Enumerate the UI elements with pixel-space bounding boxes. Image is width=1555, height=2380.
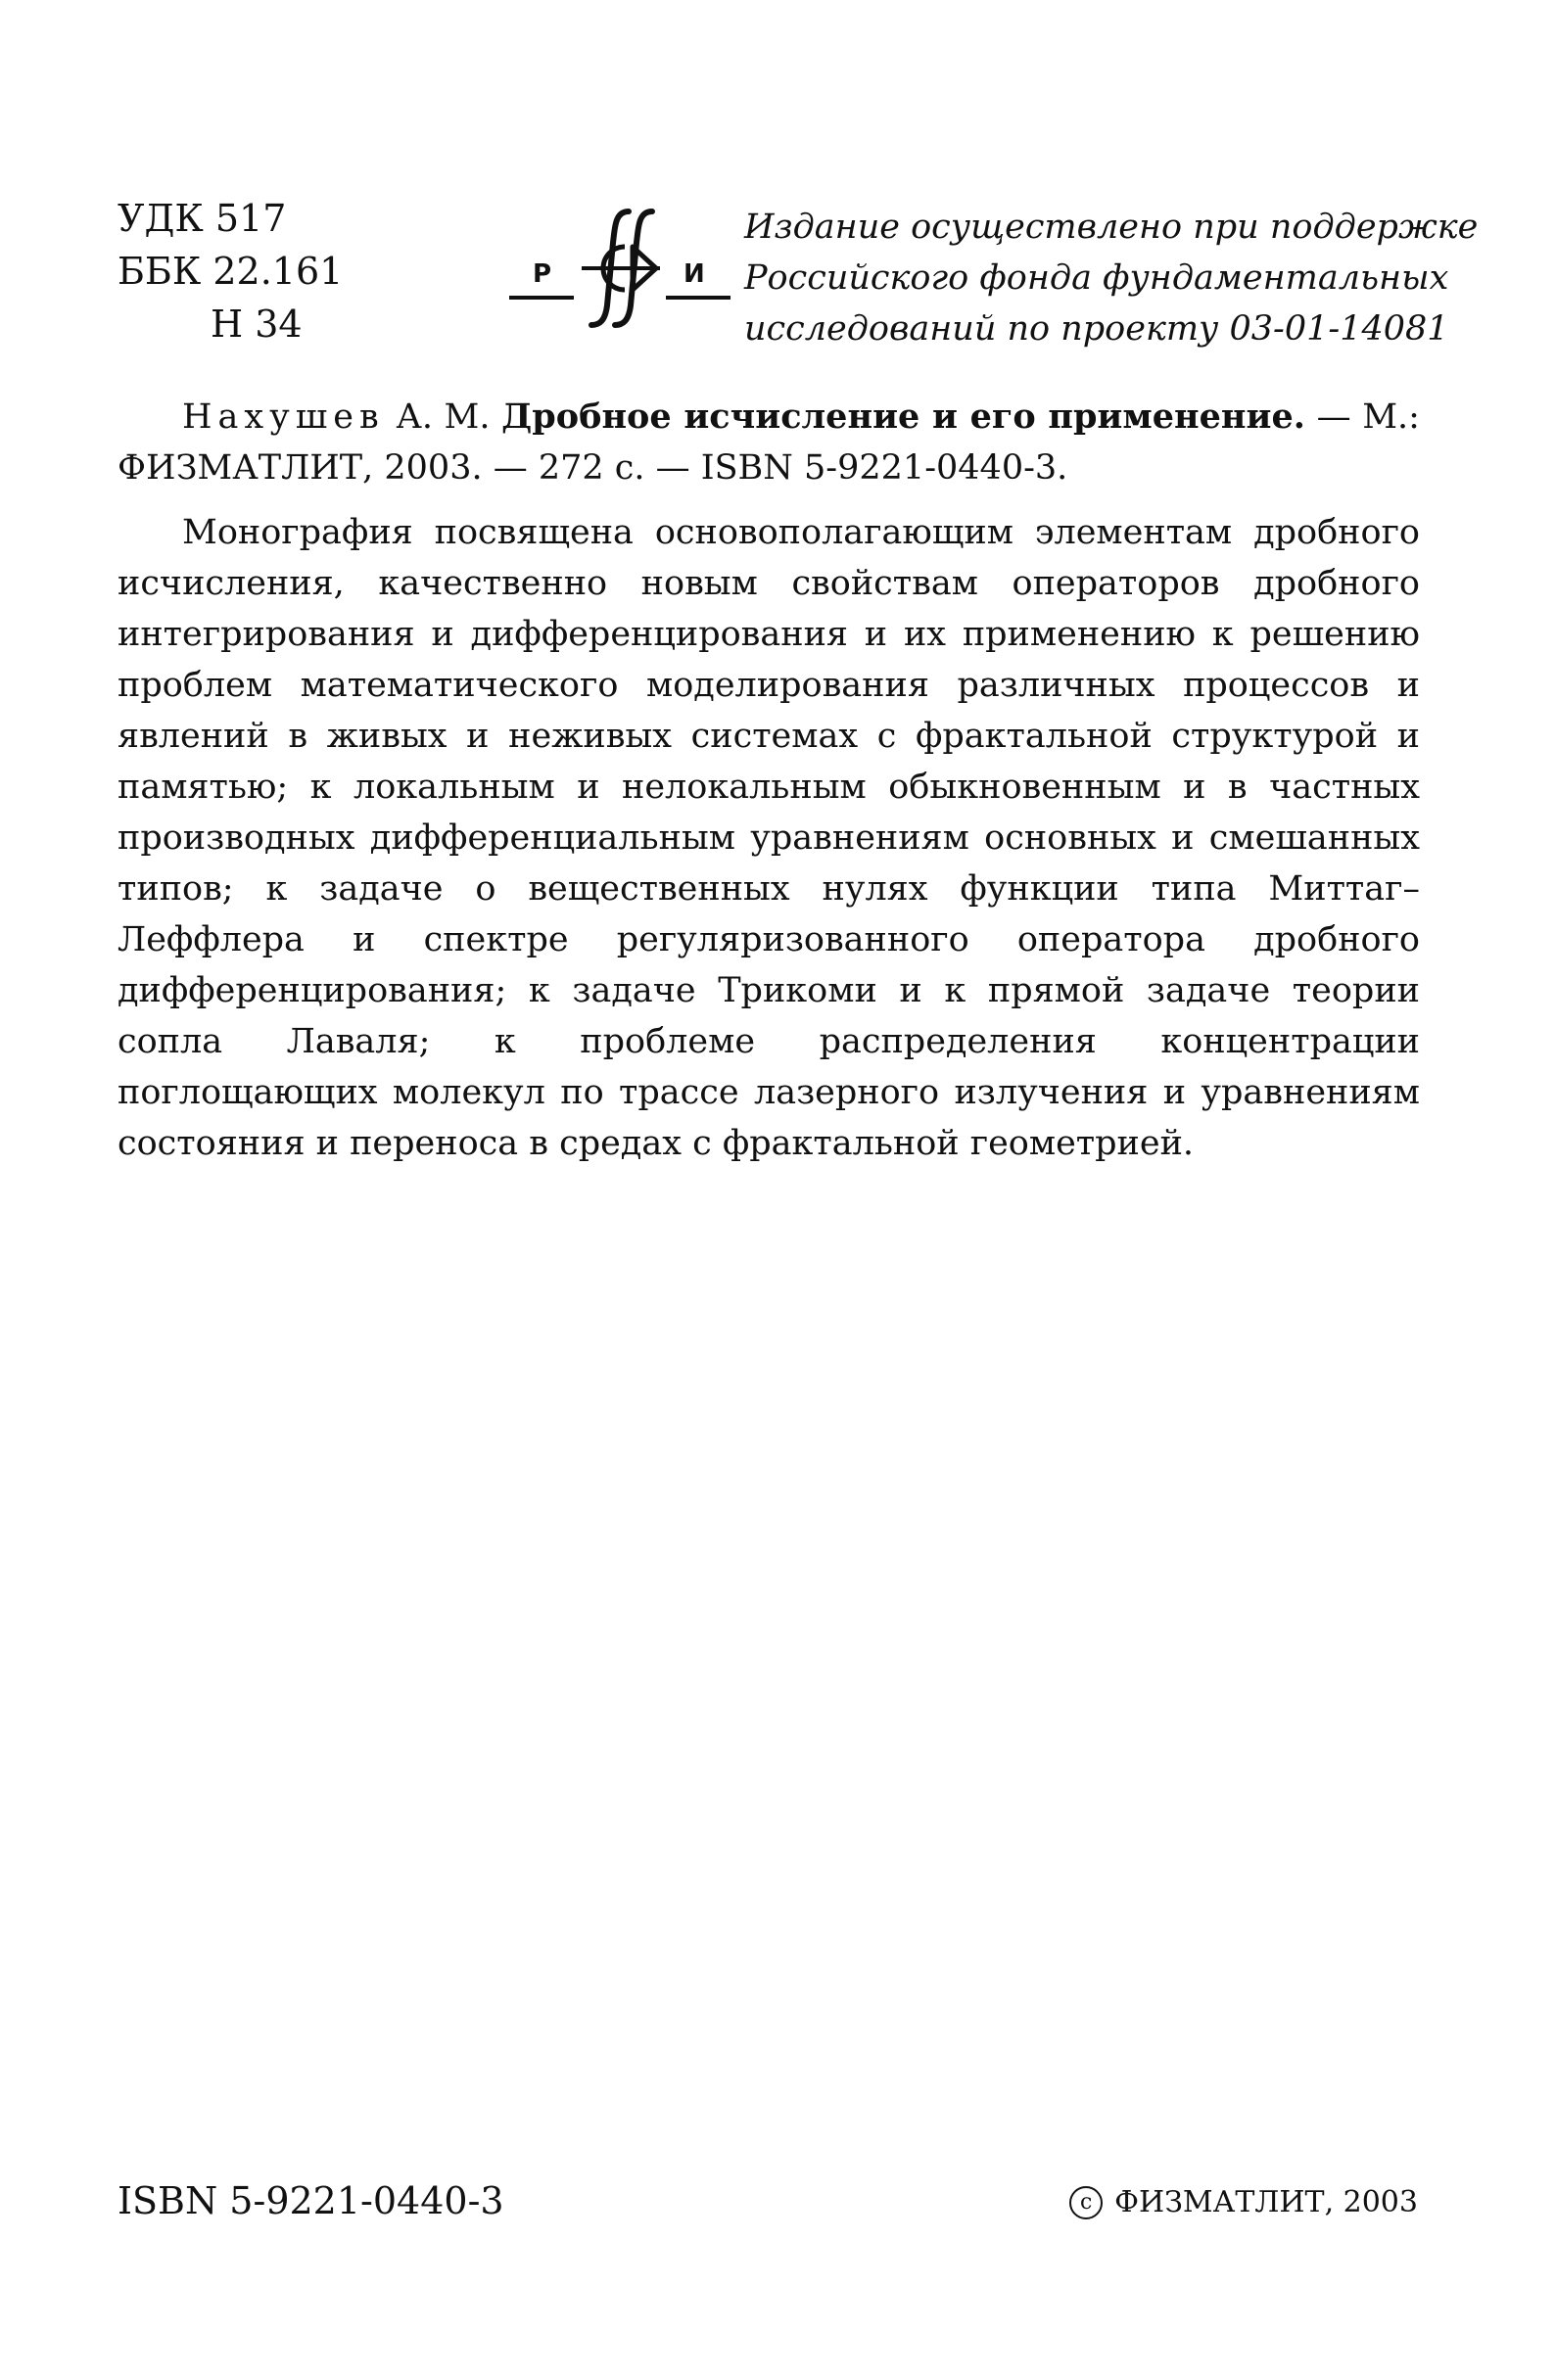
bibliographic-record: [118, 392, 1420, 1169]
book-title: Дробное исчисление и его применение.: [501, 397, 1305, 437]
author-initials: А. М.: [396, 397, 491, 437]
logo-letter-left: Р: [533, 259, 552, 289]
citation: [118, 392, 1420, 493]
funding-note-line-3: исследований по проекту 03-01-14081: [744, 309, 1449, 349]
author-surname: Нахушев: [182, 397, 385, 437]
funding-note-line-1: Издание осуществлено при поддержке: [744, 208, 1479, 247]
imprint-city: — М.:: [1316, 397, 1420, 437]
funding-note: [744, 202, 1479, 354]
author-mark: Н 34: [211, 303, 303, 346]
footer-copyright: [1069, 2185, 1418, 2219]
udk-code: УДК 517: [118, 197, 287, 240]
classification-codes: [118, 192, 343, 350]
annotation: Монография посвящена основополагающим элементам дробного исчисления, качественно новым свойствам операторов дробного интегрирования и дифференцирования и их применению к решению проблем математического моделирования различных процессов и явлений в живых и неживых системах с фрактальной структурой и памятью; к локальным и нелокальным обыкновенным и в частных производных дифференциальным уравнениям основных и смешанных типов; к задаче о вещественных нулях функции типа Миттаг–Леффлера и спектре регуляризованного оператора дробного дифференцирования; к задаче Трикоми и к прямой задаче теории сопла Лаваля; к проблеме распределения концентрации поглощающих молекул по трассе лазерного излучения и уравнениям состояния и переноса в средах с фрактальной геометрией.: [118, 513, 1420, 1163]
footer-isbn: ISBN 5-9221-0440-3: [118, 2179, 504, 2222]
rffi-logo-icon: [509, 204, 730, 333]
funding-note-line-2: Российского фонда фундаментальных: [744, 258, 1449, 298]
imprint-details: ФИЗМАТЛИТ, 2003. — 272 с. — ISBN 5-9221-0440-3.: [118, 448, 1068, 488]
copyright-holder: ФИЗМАТЛИТ, 2003: [1114, 2185, 1418, 2219]
copyright-icon: c: [1069, 2186, 1103, 2219]
logo-letter-right: И: [683, 259, 705, 289]
bbk-code: ББК 22.161: [118, 250, 344, 293]
